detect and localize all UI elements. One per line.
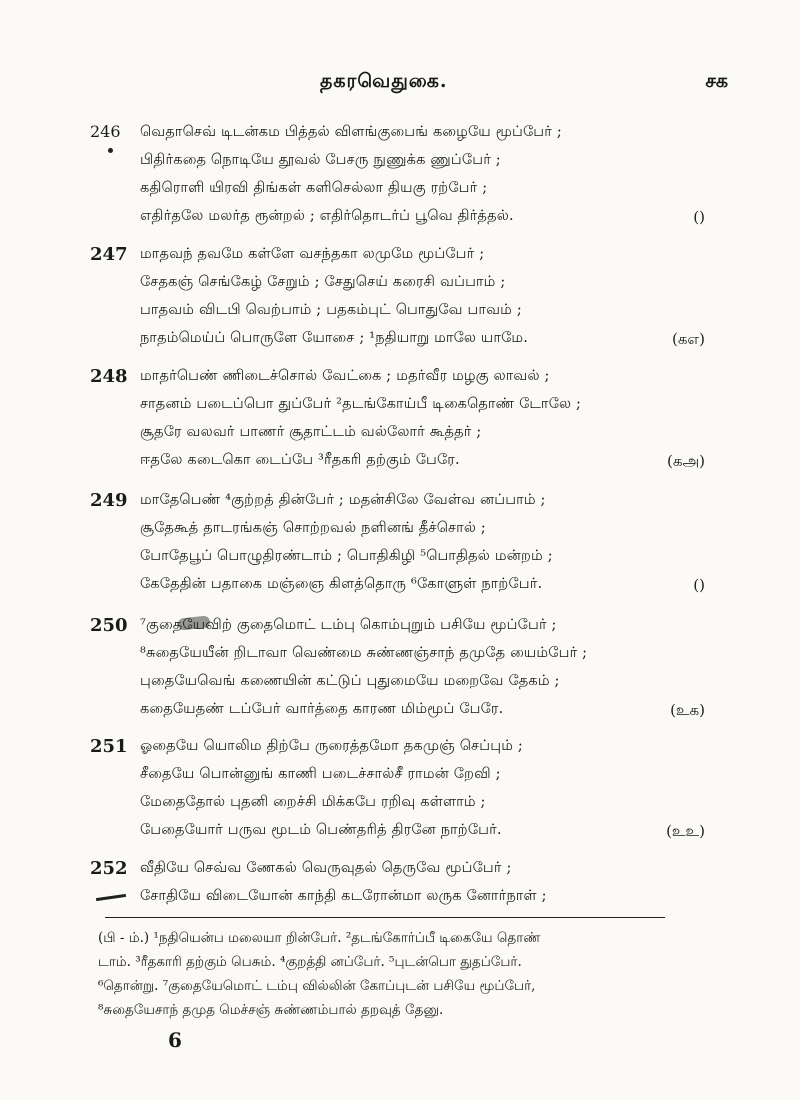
signature-mark: 6 <box>168 1028 182 1052</box>
page-number: சக <box>705 70 728 92</box>
footnote-line: ⁸சுதையேசாந் தமுத மெச்சஞ் சுண்ணம்பால் தறவுத் தேனு. <box>98 1002 444 1018</box>
ink-dot-mark <box>108 148 113 153</box>
verse-line: மாதவந் தவமே கள்ளே வசந்தகா லமுமே மூப்பேர் ; <box>140 246 485 262</box>
verse-line: கதையேதண் டப்பேர் வார்த்தை காரண மிம்மூப் பேரே. <box>140 701 504 717</box>
verse-line: சேதகஞ் செங்கேழ் சேறும் ; சேதுசெய் கரைசி வப்பாம் ; <box>140 274 506 290</box>
verse-number: 252 <box>90 858 128 879</box>
verse-line: வெதாசெவ் டிடன்கம பித்தல் விளங்குபைங் கழையே மூப்பேர் ; <box>140 124 562 140</box>
verse-line: சோதியே விடையோன் காந்தி கடரோன்மா லருக னோர்நாள் ; <box>140 888 547 904</box>
verse-line: ஓதையே யொலிம திற்பே ருரைத்தமோ தகமுஞ் செப்பும் ; <box>140 738 523 754</box>
verse-line: மாதேபெண் ⁴குற்றத் தின்பேர் ; மதன்சிலே வேள்வ னப்பாம் ; <box>140 492 546 508</box>
page-header <box>0 70 800 104</box>
verse-line: ⁸சுதையேயீன் றிடாவா வெண்மை சுண்ணஞ்சாந் தமுதே யைம்பேர் ; <box>140 645 588 661</box>
verse-line: ⁷குதையேவிற் குதைமொட் டம்பு கொம்புறும் பசியே மூப்பேர் ; <box>140 617 557 633</box>
verse-count: () <box>693 576 705 594</box>
verse-count: (கஎ) <box>671 330 705 348</box>
verse-line: எதிர்தலே மலர்த ரூன்றல் ; எதிர்தொடர்ப் பூவெ திர்த்தல். <box>140 208 514 224</box>
footnote-line: டாம். ³ரீதகாரி தற்கும் பெசும். ⁴குறத்தி னப்பேர். ⁵புடன்பொ துதப்பேர். <box>98 954 522 970</box>
footnote-divider <box>105 917 665 918</box>
verse-line: புதையேவெங் கணையின் கட்டுப் புதுமையே மறைவே தேகம் ; <box>140 673 560 689</box>
verse-count: (உஉ) <box>666 822 705 840</box>
verse-line: சூதேகூத் தாடரங்கஞ் சொற்றவல் நளினங் தீச்சொல் ; <box>140 520 486 536</box>
verse-number: 251 <box>90 736 128 757</box>
verse-number: 248 <box>90 366 128 387</box>
verse-line: பாதவம் விடபி வெற்பாம் ; பதகம்புட் பொதுவே பாவம் ; <box>140 302 522 318</box>
verse-count: (உக) <box>670 701 705 719</box>
page-title: தகரவெதுகை. <box>320 70 448 92</box>
verse-line: வீதியே செவ்வ ணேகல் வெருவுதல் தெருவே மூப்பேர் ; <box>140 860 512 876</box>
verse-number: 249 <box>90 490 128 511</box>
verse-line: போதேபூப் பொழுதிரண்டாம் ; பொதிகிழி ⁵பொதிதல் மன்றம் ; <box>140 548 553 564</box>
verse-line: சீதையே பொன்னுங் காணி படைச்சால்சீ ராமன் றேவி ; <box>140 766 501 782</box>
verse-line: மேதைதோல் புதனி றைச்சி மிக்கபே ரறிவு கள்ளாம் ; <box>140 794 486 810</box>
footnote-line: ⁶தொன்று. ⁷குதையேமொட் டம்பு வில்லின் கோப்புடன் பசியே மூப்பேர், <box>98 978 536 994</box>
verse-count: (கஅ) <box>667 452 705 470</box>
verse-count: () <box>693 208 705 226</box>
verse-line: கதிரொளி யிரவி திங்கள் களிசெல்லா தியகு ரற்பேர் ; <box>140 180 488 196</box>
verse-line: நாதம்மெய்ப் பொருளே யோசை ; ¹நதியாறு மாலே யாமே. <box>140 330 529 346</box>
verse-line: மாதர்பெண் ணிடைச்சொல் வேட்கை ; மதர்வீர மழகு லாவல் ; <box>140 368 550 384</box>
verse-line: பேதையோர் பருவ மூடம் பெண்தரித் திரனே நாற்பேர். <box>140 822 502 838</box>
verse-number: 250 <box>90 615 128 636</box>
verse-number: 247 <box>90 244 128 265</box>
verse-line: சூதரே வலவர் பாணர் சூதாட்டம் வல்லோர் கூத்தர் ; <box>140 424 482 440</box>
verse-number: 246 <box>90 122 121 141</box>
ink-stroke-mark <box>96 894 126 901</box>
verse-line: சாதனம் படைப்பொ துப்பேர் ²தடங்கோய்பீ டிகைதொண் டோலே ; <box>140 396 582 412</box>
footnote-line: (பி - ம்.) ¹நதியென்ப மலையா றின்பேர். ²தடங்கோர்ப்பீ டிகையே தொண் <box>98 930 541 946</box>
verse-line: ஈதலே கடைகொ டைப்பே ³ரீதகரி தற்கும் பேரே. <box>140 452 460 468</box>
verse-line: பிதிர்கதை நொடியே தூவல் பேசரு நுணுக்க ணுப்பேர் ; <box>140 152 501 168</box>
verse-line: கேதேதின் பதாகை மஞ்ஞை கிளத்தொரு ⁶கோளுள் நாற்பேர். <box>140 576 543 592</box>
